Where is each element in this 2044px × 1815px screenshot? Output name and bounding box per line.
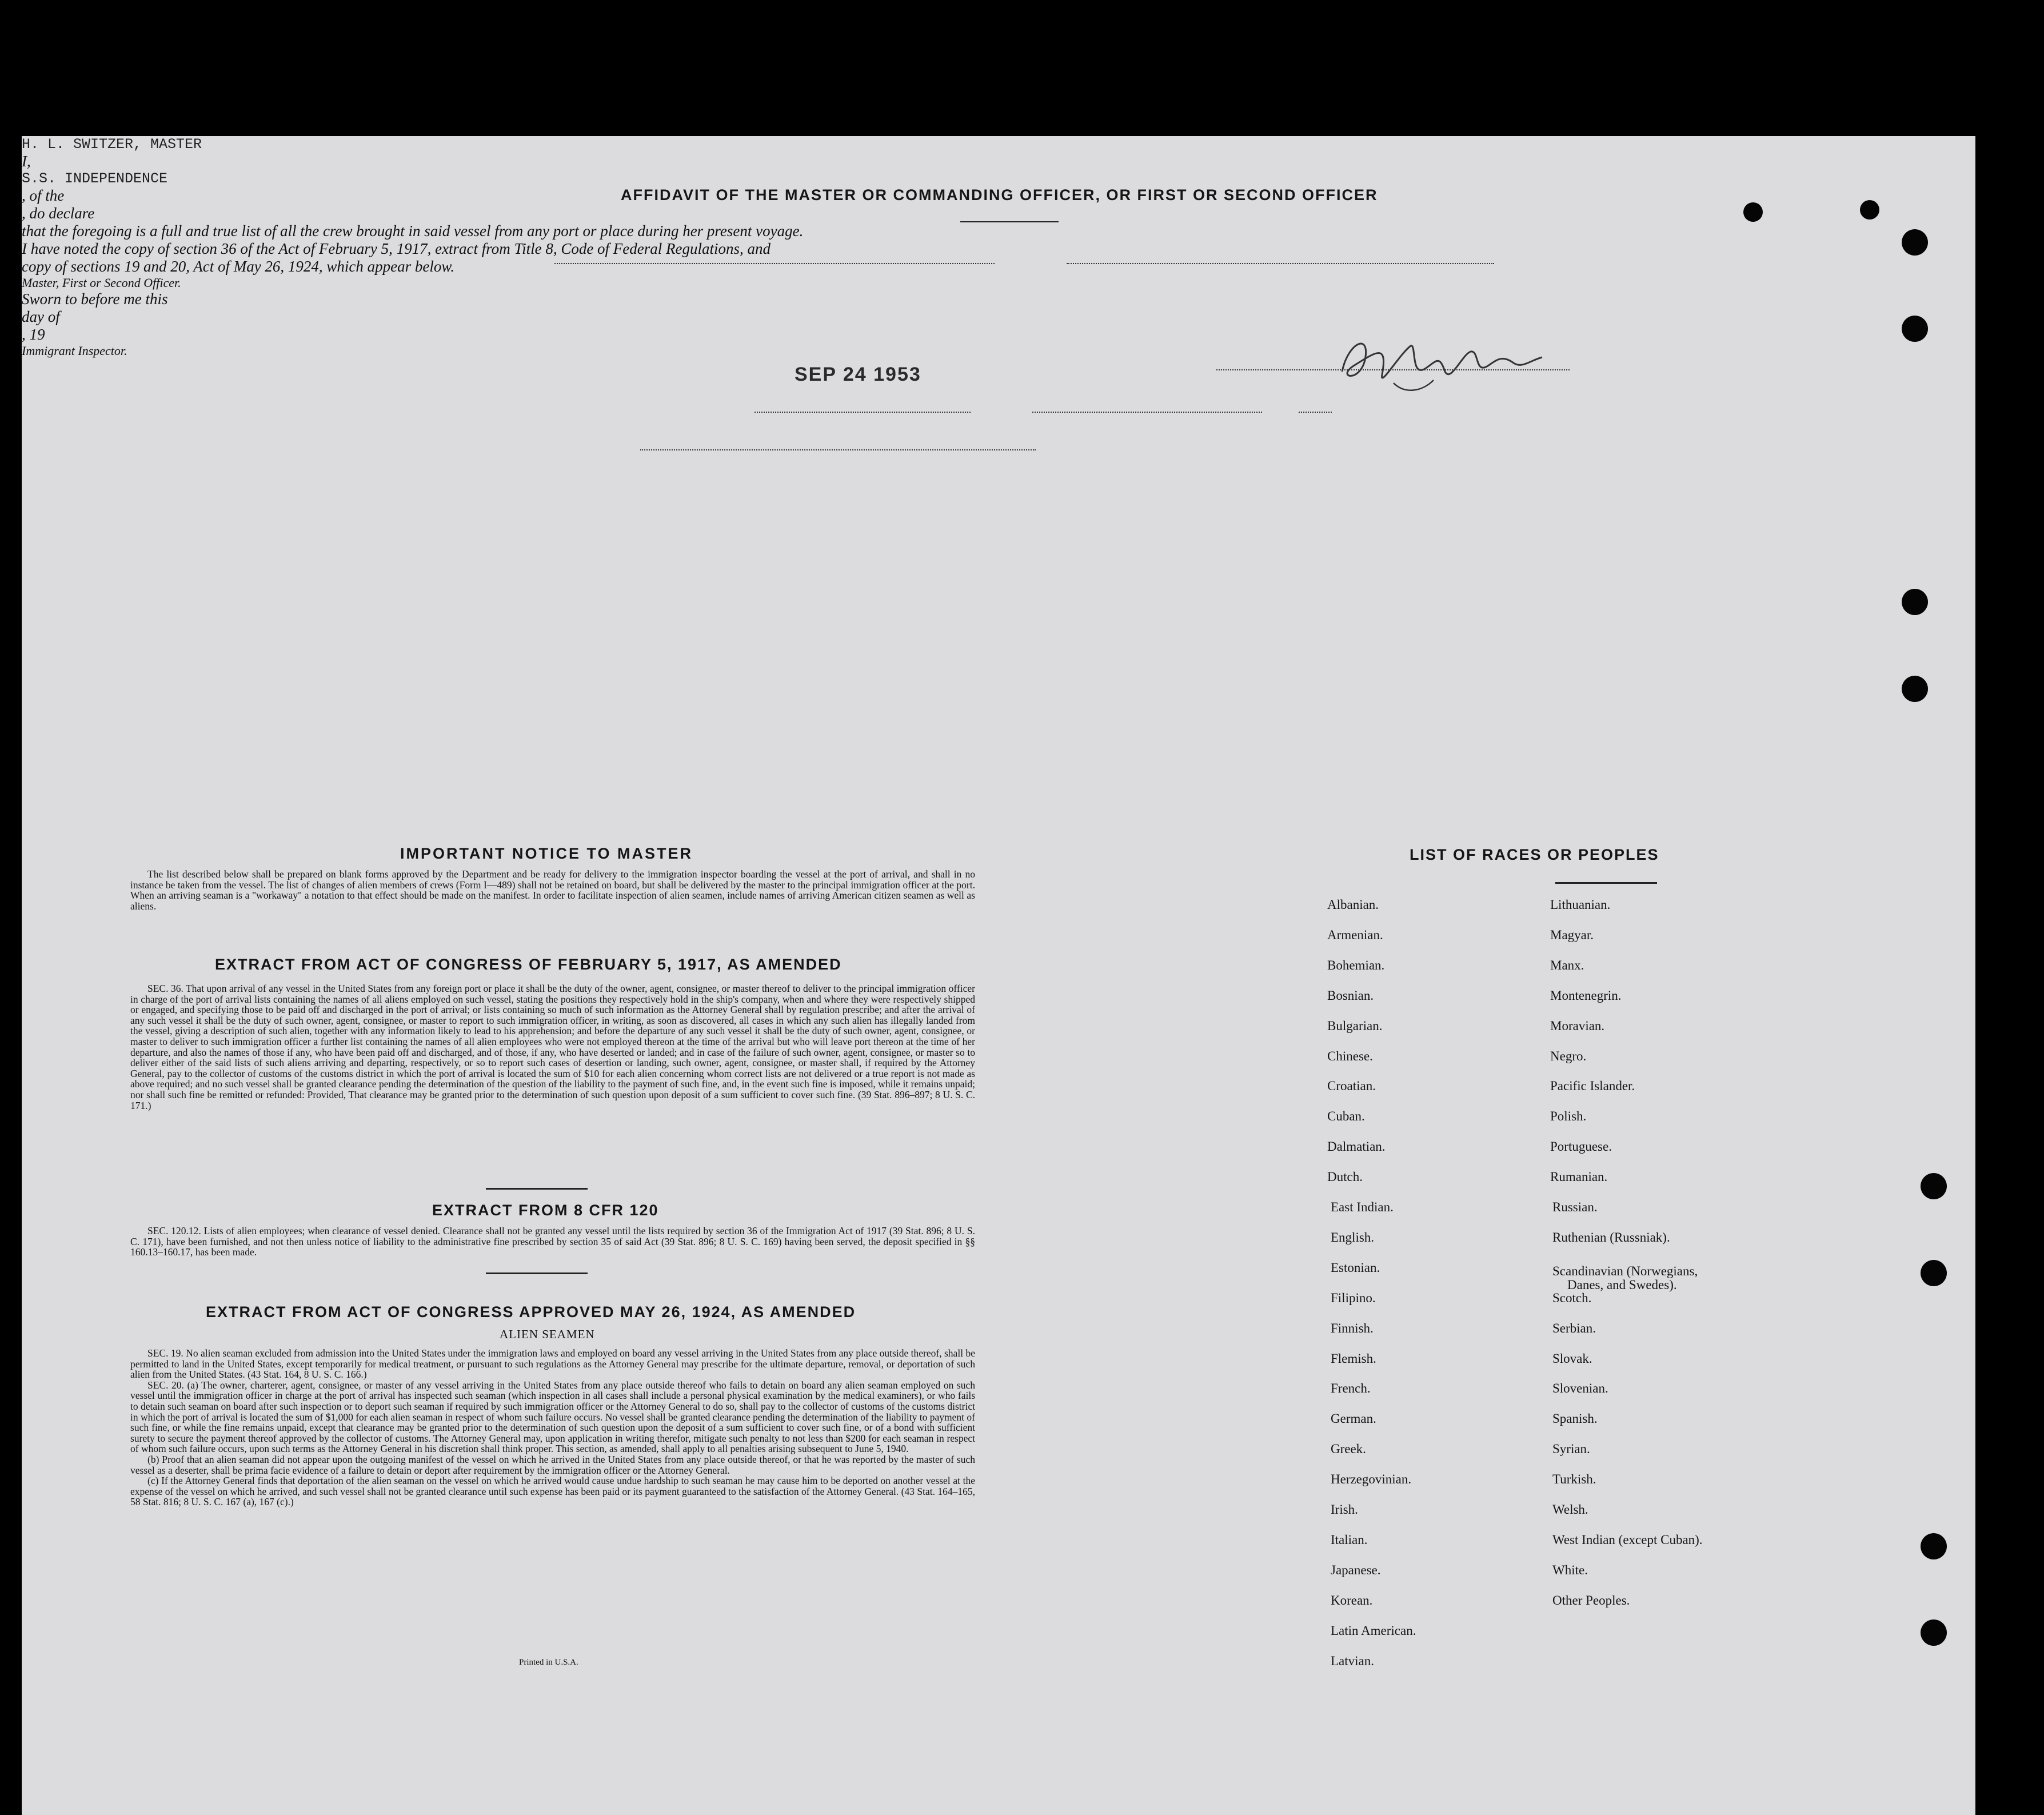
extract-1917-text bbox=[130, 983, 975, 1111]
race-item: Moravian. bbox=[1550, 1018, 1605, 1033]
race-item: Filipino. bbox=[1331, 1290, 1376, 1305]
race-item: Serbian. bbox=[1552, 1321, 1596, 1335]
race-item: Slovenian. bbox=[1552, 1381, 1608, 1396]
punch-hole-small-1 bbox=[1743, 202, 1763, 222]
race-item: Flemish. bbox=[1331, 1351, 1376, 1366]
race-item: English. bbox=[1331, 1230, 1375, 1244]
race-item: Slovak. bbox=[1552, 1351, 1592, 1366]
extract-1924-title: EXTRACT FROM ACT OF CONGRESS APPROVED MAY 26, 1924, AS AMENDED bbox=[206, 1303, 856, 1321]
printed-in-usa: Printed in U.S.A. bbox=[519, 1658, 578, 1667]
race-item: Finnish. bbox=[1331, 1321, 1374, 1335]
notice-paragraph: The list described below shall be prepared on blank forms approved by the Department and be ready for delivery to the immigration inspector boarding the vessel at the port of arrival, and shall in no instance be taken from the vessel. The list of changes of alien members of crews (Form I—489) shall not be retained on board, but shall be delivered by the master to the principal immigration officer at the port. When an arriving seaman is a "workaway" a notation to that effect should be made on the manifest. In order to facilitate inspection of alien seamen, include names of arriving American citizen seamen as well as aliens. bbox=[130, 868, 975, 912]
race-item: Estonian. bbox=[1331, 1260, 1380, 1275]
master-signature-line bbox=[1216, 369, 1570, 370]
race-item: Montenegrin. bbox=[1550, 988, 1622, 1003]
race-item: Lithuanian. bbox=[1550, 897, 1611, 912]
sworn-day-line bbox=[754, 412, 971, 413]
affidavit-title: AFFIDAVIT OF THE MASTER OR COMMANDING OFFICER, OR FIRST OR SECOND OFFICER bbox=[621, 186, 1378, 204]
master-signature bbox=[1325, 320, 1565, 400]
race-item: Greek. bbox=[1331, 1442, 1366, 1457]
race-item: Other Peoples. bbox=[1552, 1593, 1630, 1607]
divider-2 bbox=[486, 1273, 588, 1274]
sworn-text: Sworn to before me this bbox=[22, 290, 168, 308]
alien-seamen-subtitle: ALIEN SEAMEN bbox=[500, 1327, 595, 1341]
vessel-line bbox=[1067, 263, 1494, 264]
race-item: Danes, and Swedes). bbox=[1567, 1277, 1677, 1292]
race-item: Syrian. bbox=[1552, 1442, 1590, 1457]
race-item: Latvian. bbox=[1331, 1653, 1374, 1668]
race-item: German. bbox=[1331, 1411, 1376, 1426]
section-120-12-paragraph: SEC. 120.12. Lists of alien employees; when clearance of vessel denied. Clearance shall not be granted any vessel until the lists required by section 36 of the Immigration Act of 1917 (39 Stat. 896; 8 U. S. C. 171), have been furnished, and not then unless notice of liability to the administrative fine prescribed by section 35 of said Act (39 Stat. 896; 8 U. S. C. 169) having been served, the deposit specified in §§ 160.13–160.17, has been made. bbox=[130, 1225, 975, 1258]
master-caption: Master, First or Second Officer. bbox=[22, 276, 181, 290]
race-item: West Indian (except Cuban). bbox=[1552, 1532, 1703, 1547]
punch-hole-2 bbox=[1902, 316, 1928, 342]
punch-hole-3 bbox=[1902, 589, 1928, 615]
sworn-month-line bbox=[1032, 412, 1262, 413]
race-item: Pacific Islander. bbox=[1550, 1079, 1635, 1094]
race-item: French. bbox=[1331, 1381, 1371, 1396]
race-item: Scotch. bbox=[1552, 1290, 1592, 1305]
affidavit-line-2: I have noted the copy of section 36 of the Act of February 5, 1917, extract from Title 8, Code of Federal Regulations, and bbox=[22, 240, 771, 257]
punch-hole-7 bbox=[1921, 1533, 1947, 1559]
year-text: , 19 bbox=[22, 326, 45, 343]
race-item: Cuban. bbox=[1327, 1109, 1365, 1124]
punch-hole-small-2 bbox=[1860, 200, 1879, 220]
race-item: Bosnian. bbox=[1327, 988, 1374, 1003]
race-item: Armenian. bbox=[1327, 927, 1383, 942]
race-item: Japanese. bbox=[1331, 1562, 1381, 1577]
race-item: Portuguese. bbox=[1550, 1139, 1612, 1154]
date-stamp: SEP 24 1953 bbox=[795, 364, 921, 385]
section-20a-paragraph: SEC. 20. (a) The owner, charterer, agent, consignee, or master of any vessel arriving in the United States from any place outside thereof who fails to detain on board any alien seaman employed on such vessel until the immigration officer in charge at the port of arrival has inspected such seaman (which inspection in all cases shall include a personal physical examination by the medical examiners), or who fails to detain such seaman on board after such inspection or to deport such seaman if required by such immigration officer or the Attorney General to do so, shall pay to the collector of customs of the customs district in which the port of arrival is located the sum of $1,000 for each alien seaman in respect of whom such failure occurs. No vessel shall be granted clearance pending the determination of the liability to payment of such fine, or while the fine remains unpaid, except that clearance may be granted prior to the determination of such question upon the deposit of a sum sufficient to cover such fine, or of a bond with sufficient surety to secure the payment thereof approved by the collector of customs. The Attorney General may, upon application in writing therefor, mitigate such penalty to not less than $200 for each seaman in respect of whom such failure occurs, upon such terms as the Attorney General in his discretion shall think proper. This section, as amended, shall apply to all penalties arising subsequent to June 5, 1940. bbox=[130, 1379, 975, 1455]
race-item: Polish. bbox=[1550, 1109, 1587, 1124]
race-item: Welsh. bbox=[1552, 1502, 1588, 1517]
race-item: Manx. bbox=[1550, 958, 1584, 972]
master-name-line bbox=[554, 263, 995, 264]
race-item: Bulgarian. bbox=[1327, 1018, 1383, 1033]
master-typed-name: H. L. SWITZER, MASTER bbox=[22, 136, 202, 153]
race-item: Spanish. bbox=[1552, 1411, 1598, 1426]
race-item: Magyar. bbox=[1550, 927, 1594, 942]
race-item: Russian. bbox=[1552, 1200, 1598, 1214]
race-item: Korean. bbox=[1331, 1593, 1373, 1607]
race-item: Irish. bbox=[1331, 1502, 1358, 1517]
race-item: Latin American. bbox=[1331, 1623, 1416, 1638]
of-the-text: , of the bbox=[22, 187, 65, 204]
race-item: Bohemian. bbox=[1327, 958, 1385, 972]
affidavit-line-1: that the foregoing is a full and true list of all the crew brought in said vessel from any port or place during her present voyage. bbox=[22, 222, 804, 240]
divider-1 bbox=[486, 1188, 588, 1190]
race-item: White. bbox=[1552, 1562, 1588, 1577]
extract-1917-title: EXTRACT FROM ACT OF CONGRESS OF FEBRUARY 5, 1917, AS AMENDED bbox=[215, 956, 842, 973]
affidavit-line-3: copy of sections 19 and 20, Act of May 26, 1924, which appear below. bbox=[22, 258, 455, 275]
inspector-signature-line bbox=[640, 449, 1036, 450]
notice-text bbox=[130, 869, 975, 911]
section-36-paragraph: SEC. 36. That upon arrival of any vessel in the United States from any foreign port or place it shall be the duty of the owner, agent, consignee, or master thereof to deliver to the principal immigration officer in charge of the port of arrival lists containing the names of all aliens employed on such vessel, stating the positions they respectively hold in the ship's company, when and where they were respectively shipped or engaged, and specifying those to be paid off and discharged in the port of arrival; or lists containing so much of such information as the Attorney General shall by regulation prescribe; and after the arrival of any such vessel it shall be the duty of such owner, agent, consignee, or master to report to such immigration officer, in writing, as soon as discovered, all cases in which any such alien has illegally landed from the vessel, giving a description of such alien, together with any information likely to lead to his apprehension; and before the departure of any such vessel it shall be the duty of such owner, agent, consignee, or master to deliver to such immigration officer a further list containing the names of all alien employees who were not employed thereon at the time of the arrival but who will leave port thereon at the time of her departure, and also the names of those if any, who have been paid off and discharged, and of those, if any, who have deserted or landed; and in case of the failure of such owner, agent, consignee, or master so to deliver either of the said lists of such aliens arriving and departing, respectively, or so to report such cases of desertion or landing, such owner, agent, consignee, or master shall, if required by the Attorney General, pay to the collector of customs of the customs district in which the port of arrival is located the sum of $10 for each alien concerning whom correct lists are not delivered or a true report is not made as above required; and no such vessel shall be granted clearance pending the determination of the question of the liability to the payment of such fine, and, in the event such fine is imposed, while it remains unpaid; nor shall such fine be remitted or refunded: Provided, That clearance may be granted prior to the determination of such question upon deposit of a sum sufficient to cover such fine. (39 Stat. 896–897; 8 U. S. C. 171.) bbox=[130, 983, 975, 1111]
extract-cfr-text bbox=[130, 1226, 975, 1258]
section-19-paragraph: SEC. 19. No alien seaman excluded from admission into the United States under the immigration laws and employed on board any vessel arriving in the United States from any place outside thereof, shall be permitted to land in the United States, except temporarily for medical treatment, or pursuant to such regulations as the Attorney General may prescribe for the ultimate departure, removal, or deportation of such alien from the United States. (43 Stat. 164, 8 U. S. C. 166.) bbox=[130, 1347, 975, 1381]
punch-hole-1 bbox=[1902, 229, 1928, 256]
extract-1924-text bbox=[130, 1348, 975, 1507]
section-20b-paragraph: (b) Proof that an alien seaman did not appear upon the outgoing manifest of the vessel on which he arrived in the United States from any place outside thereof, or that he was reported by the master of such vessel as a deserter, shall be prima facie evidence of a failure to detain or deport after requirement by the immigration officer or the Attorney General. bbox=[130, 1453, 975, 1476]
punch-hole-8 bbox=[1921, 1619, 1947, 1646]
notice-title: IMPORTANT NOTICE TO MASTER bbox=[400, 845, 693, 862]
do-declare-text: , do declare bbox=[22, 205, 95, 222]
affidavit-title-rule bbox=[960, 221, 1059, 222]
race-item: Croatian. bbox=[1327, 1079, 1376, 1094]
races-title-rule bbox=[1555, 882, 1657, 884]
punch-hole-6 bbox=[1921, 1260, 1947, 1286]
race-item: Turkish. bbox=[1552, 1472, 1596, 1487]
day-of-text: day of bbox=[22, 308, 60, 325]
race-item: Chinese. bbox=[1327, 1048, 1373, 1063]
word-i: I, bbox=[22, 153, 31, 170]
section-20c-paragraph: (c) If the Attorney General finds that deportation of the alien seaman on the vessel on which he arrived would cause undue hardship to such seaman he may cause him to be deported on another vessel at the expense of the vessel on which he arrived, and such vessel shall not be granted clearance until such expense has been paid or its payment guaranteed to the satisfaction of the Attorney General. (43 Stat. 164–165, 58 Stat. 816; 8 U. S. C. 167 (a), 167 (c).) bbox=[130, 1475, 975, 1508]
race-item: Negro. bbox=[1550, 1048, 1587, 1063]
document-page bbox=[22, 136, 1975, 1815]
inspector-caption: Immigrant Inspector. bbox=[22, 344, 127, 358]
punch-hole-4 bbox=[1902, 676, 1928, 702]
extract-cfr-title: EXTRACT FROM 8 CFR 120 bbox=[432, 1202, 659, 1219]
race-item: Rumanian. bbox=[1550, 1170, 1608, 1184]
race-item: Dalmatian. bbox=[1327, 1139, 1386, 1154]
race-item: Scandinavian (Norwegians, bbox=[1552, 1263, 1698, 1278]
vessel-typed-name: S.S. INDEPENDENCE bbox=[22, 170, 168, 187]
race-item: Dutch. bbox=[1327, 1170, 1363, 1184]
race-item: Italian. bbox=[1331, 1532, 1368, 1547]
race-item: East Indian. bbox=[1331, 1200, 1394, 1214]
sworn-year-line bbox=[1299, 412, 1332, 413]
race-item: Herzegovinian. bbox=[1331, 1472, 1412, 1487]
race-item: Ruthenian (Russniak). bbox=[1552, 1230, 1670, 1244]
race-item: Albanian. bbox=[1327, 897, 1379, 912]
races-title: LIST OF RACES OR PEOPLES bbox=[1410, 846, 1659, 863]
punch-hole-5 bbox=[1921, 1173, 1947, 1199]
